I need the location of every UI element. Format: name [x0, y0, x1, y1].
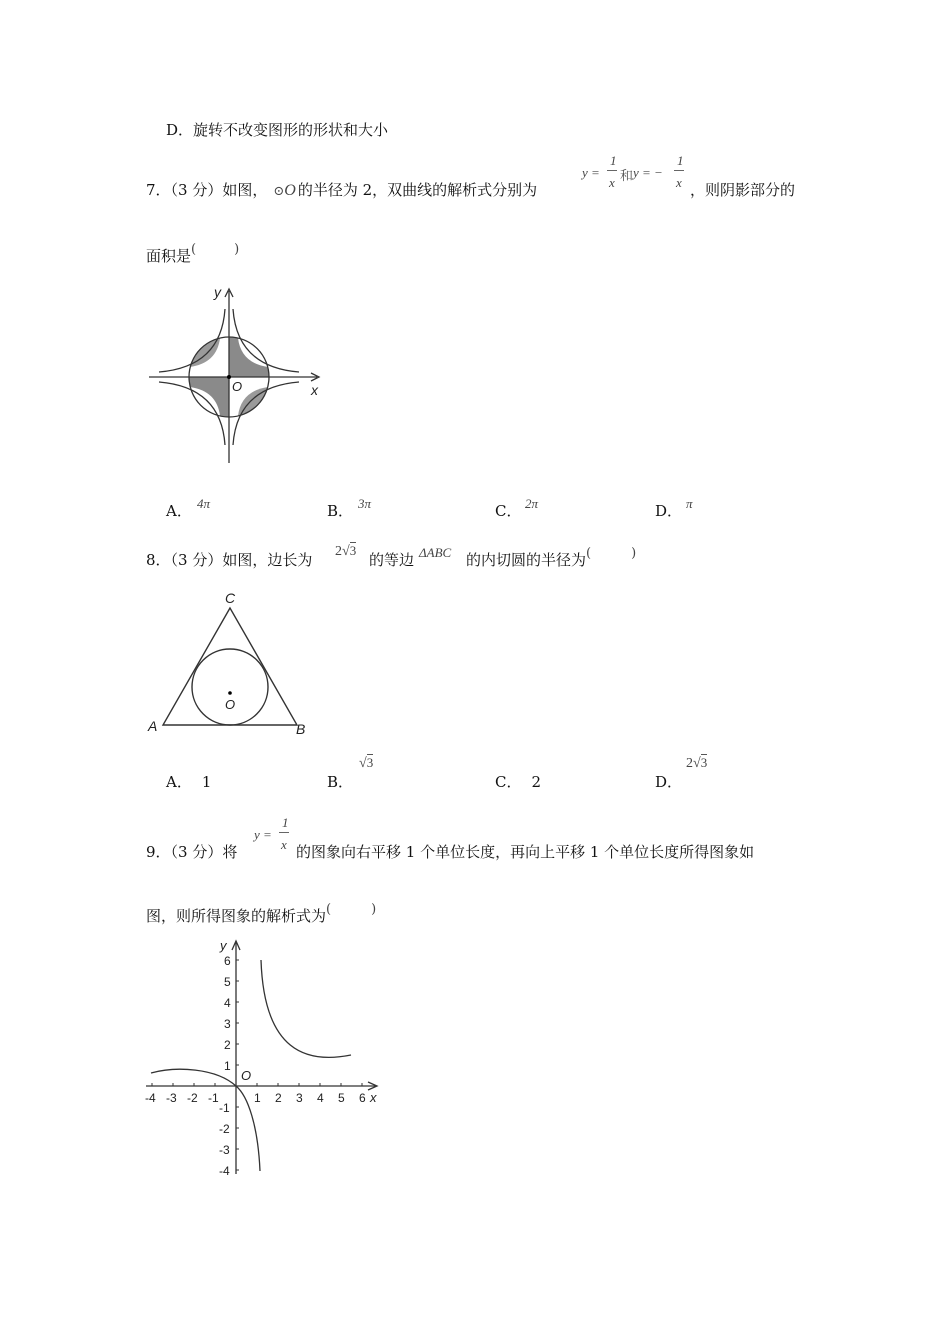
q8-paren-open: ( [586, 546, 592, 561]
q7-option-d-label: D． [655, 502, 683, 520]
q8-text-2: 的等边 [369, 551, 415, 569]
q9-stem-line1 [146, 841, 237, 862]
q7-option-c-value: 2π [525, 496, 539, 511]
q9-x-tick-label: 1 [254, 1091, 261, 1105]
q8-label-A: A [148, 718, 158, 734]
q7-text-3: ，则阴影部分的 [690, 181, 796, 199]
q9-y-tick-label: 6 [224, 954, 231, 968]
q9-y-tick-label: -2 [219, 1122, 230, 1136]
q7-text-2: 的半径为 2，双曲线的解析式分别为 [297, 181, 538, 199]
q9-paren-close: ) [371, 902, 377, 917]
q9-curve-upper-right [261, 960, 351, 1057]
q7-text-4: 面积是 [146, 247, 192, 265]
q9-x-tick-label: -3 [166, 1091, 177, 1105]
q9-x-tick-label: 2 [275, 1091, 282, 1105]
q9-y-tick-label: 1 [224, 1059, 231, 1073]
q9-score: （3 分） [170, 843, 223, 861]
q9-f-bar [279, 832, 289, 833]
q9-f-num: 1 [282, 815, 289, 830]
q8-option-d-value [686, 755, 707, 772]
q7-f1-lhs: y = [582, 165, 600, 180]
q7-f1-num: 1 [610, 153, 617, 168]
q9-label-x: x [370, 1090, 377, 1105]
sqrt-icon: √ [693, 756, 701, 771]
q7-f2-num: 1 [677, 153, 684, 168]
q9-x-tick-label: 3 [296, 1091, 303, 1105]
q7-option-d[interactable] [655, 500, 682, 521]
q9-number: 9． [146, 843, 171, 861]
q7-stem-line2 [146, 242, 240, 266]
q8-label-B: B [296, 721, 306, 737]
q8-number: 8． [146, 551, 171, 569]
q8-figure [146, 586, 316, 738]
q8-score: （3 分） [170, 551, 223, 569]
q9-y-tick-label: -3 [219, 1143, 230, 1157]
q8-label-O: O [225, 697, 236, 712]
q9-x-tick-label: 4 [317, 1091, 324, 1105]
q9-x-tick-label: -4 [145, 1091, 156, 1105]
q7-paren-open: ( [191, 242, 197, 257]
q9-y-tick-label: 2 [224, 1038, 231, 1052]
q7-option-a-value: 4π [197, 496, 211, 511]
q7-option-b-label: B． [327, 502, 354, 520]
q8-option-d[interactable] [655, 771, 682, 792]
q8-option-d-rad: 3 [700, 755, 708, 770]
q8-side-rad: 3 [349, 543, 357, 558]
q9-text-2: 的图象向右平移 1 个单位长度，再向上平移 1 个单位长度所得图象如 [296, 843, 755, 861]
q7-label-y: y [214, 284, 221, 300]
q7-origin-dot [227, 375, 231, 379]
q7-label-O: O [232, 379, 243, 394]
q8-text-3-content: 的内切圆的半径为 [466, 551, 587, 569]
q9-paren-open: ( [326, 902, 332, 917]
q8-side-coef: 2 [335, 544, 342, 559]
q9-text-1: 将 [222, 843, 238, 861]
q9-f-den: x [281, 837, 287, 852]
q8-option-d-coef: 2 [686, 756, 693, 771]
q8-option-c[interactable] [495, 771, 541, 792]
q9-curve-lower-left [151, 1069, 260, 1171]
q6-option-d: D．旋转不改变图形的形状和大小 [166, 121, 389, 139]
q7-text-1: 如图， [222, 181, 268, 199]
q7-and: 和 [620, 168, 634, 183]
q7-stem-line1 [146, 179, 537, 200]
q7-f2-bar [674, 170, 684, 171]
q7-f1-den: x [609, 175, 615, 190]
sqrt-icon: √ [342, 544, 350, 559]
q9-x-tick-label: 6 [359, 1091, 366, 1105]
q8-text-1: 如图，边长为 [222, 551, 313, 569]
q8-option-c-label: C． [495, 773, 522, 791]
sqrt-icon: √ [359, 756, 367, 771]
q9-y-tick-label: 4 [224, 996, 231, 1010]
q8-option-b-label: B． [327, 773, 354, 791]
q8-triangle-name: ΔABC [419, 545, 452, 560]
q7-f2-lhs: y = − [633, 165, 663, 180]
q7-option-a[interactable] [166, 500, 192, 521]
q7-circle-O: O [284, 182, 296, 199]
q7-option-a-label: A． [166, 502, 192, 520]
q8-option-a-label: A． [166, 773, 192, 791]
q7-option-d-value: π [686, 496, 693, 511]
q9-x-tick-label: 5 [338, 1091, 345, 1105]
q8-incircle [192, 649, 268, 725]
q8-label-C: C [225, 590, 236, 606]
q7-score: （3 分） [170, 181, 223, 199]
q8-option-a-value: 1 [201, 773, 212, 791]
q8-option-c-value: 2 [531, 773, 542, 791]
q9-label-y: y [220, 938, 227, 953]
q9-stem-line2 [146, 902, 377, 926]
q8-option-b[interactable] [327, 771, 353, 792]
q8-stem [146, 549, 312, 570]
q8-option-d-label: D． [655, 773, 683, 791]
q7-number: 7． [146, 181, 171, 199]
q8-text-3 [466, 546, 637, 570]
q9-y-tick-label: -1 [219, 1101, 230, 1115]
q9-y-tick-label: 3 [224, 1017, 231, 1031]
circle-symbol: ⊙ [273, 183, 285, 198]
q8-paren-close: ) [631, 546, 637, 561]
q9-y-tick-label: -4 [219, 1164, 230, 1176]
q7-paren-close: ) [234, 242, 240, 257]
q8-option-b-value [359, 755, 373, 772]
q9-f-lhs: y = [254, 827, 272, 842]
q7-f2-den: x [676, 175, 682, 190]
q9-y-tick-label: 5 [224, 975, 231, 989]
q8-option-a[interactable] [166, 771, 211, 792]
q7-figure [146, 282, 336, 466]
q9-x-tick-label: -1 [208, 1091, 219, 1105]
q7-f1-bar [607, 170, 617, 171]
q7-option-b[interactable] [327, 500, 353, 521]
q9-figure [140, 936, 390, 1176]
q7-option-c-label: C． [495, 502, 522, 520]
q8-center-dot [228, 691, 232, 695]
q9-x-tick-label: -2 [187, 1091, 198, 1105]
q9-label-O: O [241, 1068, 252, 1083]
q8-side-length [335, 543, 356, 560]
q7-option-c[interactable] [495, 500, 521, 521]
q7-label-x: x [311, 382, 318, 398]
q7-option-b-value: 3π [358, 496, 372, 511]
q8-option-b-rad: 3 [366, 755, 374, 770]
q9-text-3: 图，则所得图象的解析式为 [146, 907, 327, 925]
